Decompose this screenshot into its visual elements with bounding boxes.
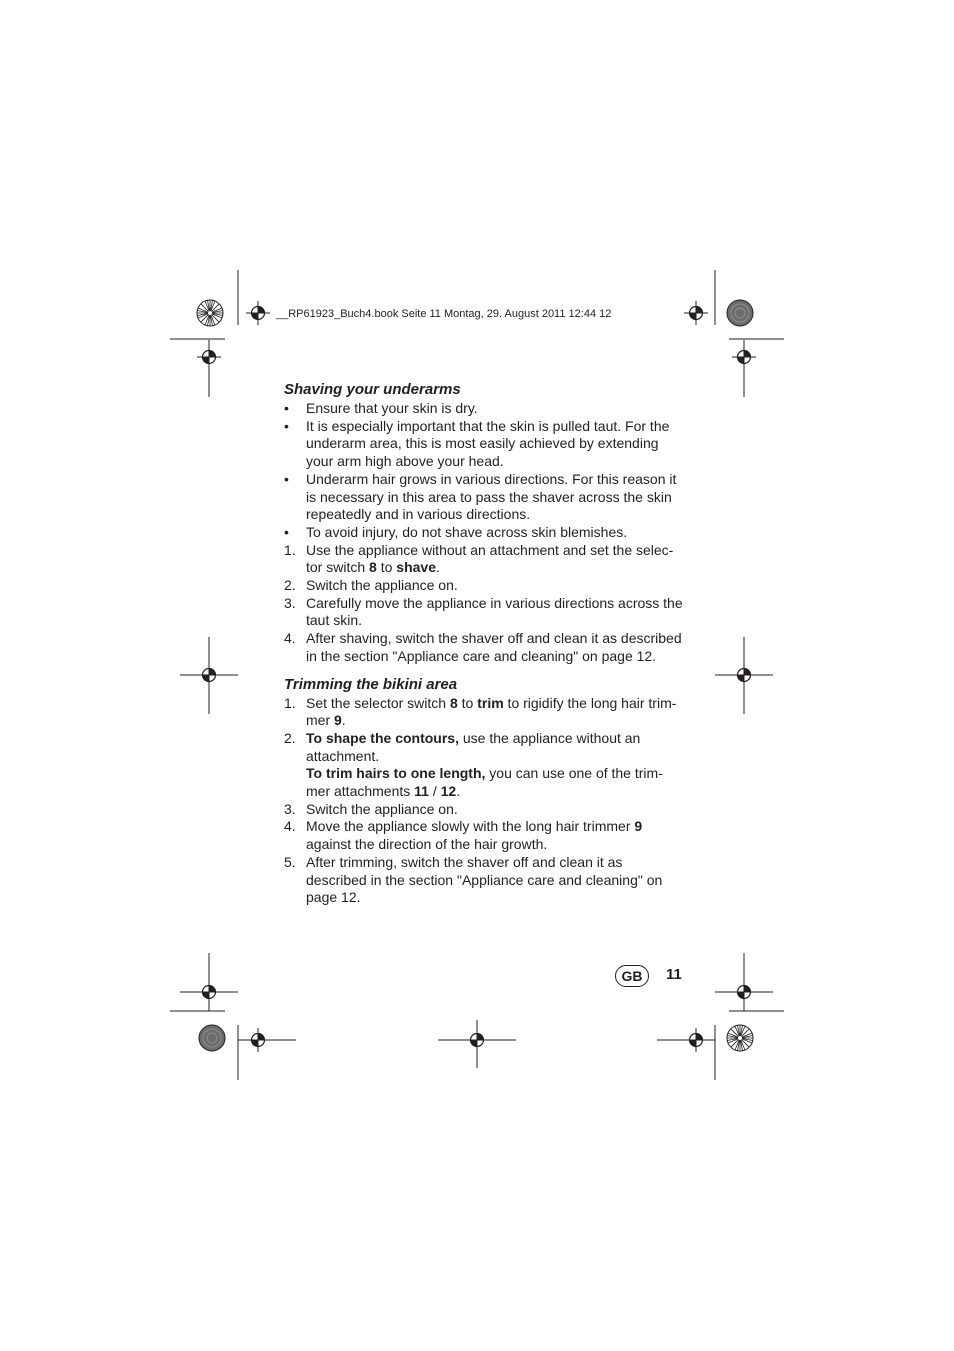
step-item: 2. Switch the appliance on. xyxy=(284,577,458,594)
step-item: 3. Switch the appliance on. xyxy=(284,800,458,817)
print-slug-line: __RP61923_Buch4.book Seite 11 Montag, 29. August 2011 12:44 12 xyxy=(276,308,612,320)
step-item: 4. Move the appliance slowly with the long hair trimmer 9 against the direction of the hair growth. xyxy=(284,818,643,853)
list-item: • It is especially important that the skin is pulled taut. For the underarm area, this is most easily achieved by extending your arm high above your head. xyxy=(284,417,670,470)
step-item: 3. Carefully move the appliance in various directions across the taut skin. xyxy=(284,594,683,629)
step-item: 5. After trimming, switch the shaver off and clean it as described in the section "Appliance care and cleaning" on page 12. xyxy=(284,853,663,906)
step-item: 4. After shaving, switch the shaver off and clean it as described in the section "Appliance care and cleaning" on page 12. xyxy=(284,630,682,664)
list-item: • To avoid injury, do not shave across skin blemishes. xyxy=(284,523,628,540)
section-title-bikini: Trimming the bikini area xyxy=(284,675,458,693)
bullet: • xyxy=(284,523,289,540)
page-number: 11 xyxy=(666,966,682,983)
step-item: 1. Use the appliance without an attachment and set the selec-tor switch 8 to shave. xyxy=(284,541,674,576)
list-item: • Ensure that your skin is dry. xyxy=(284,400,478,416)
bullet: • xyxy=(284,417,289,434)
list-item: • Underarm hair grows in various directions. For this reason it is necessary in this area to pass the shaver across the skin repeatedly and in various directions. xyxy=(284,470,677,523)
bullet: • xyxy=(284,400,289,416)
section-title-underarms: Shaving your underarms xyxy=(284,381,461,398)
step-item: 1. Set the selector switch 8 to trim to rigidify the long hair trim-mer 9. xyxy=(284,694,677,729)
step-item: 2. To shape the contours, use the appliance without an attachment. To trim hairs to one length, you can use one of the trim-mer attachments 11 / 12. xyxy=(284,729,663,800)
page-content xyxy=(284,380,686,907)
language-badge: GB xyxy=(615,965,649,987)
bullet: • xyxy=(284,470,289,487)
